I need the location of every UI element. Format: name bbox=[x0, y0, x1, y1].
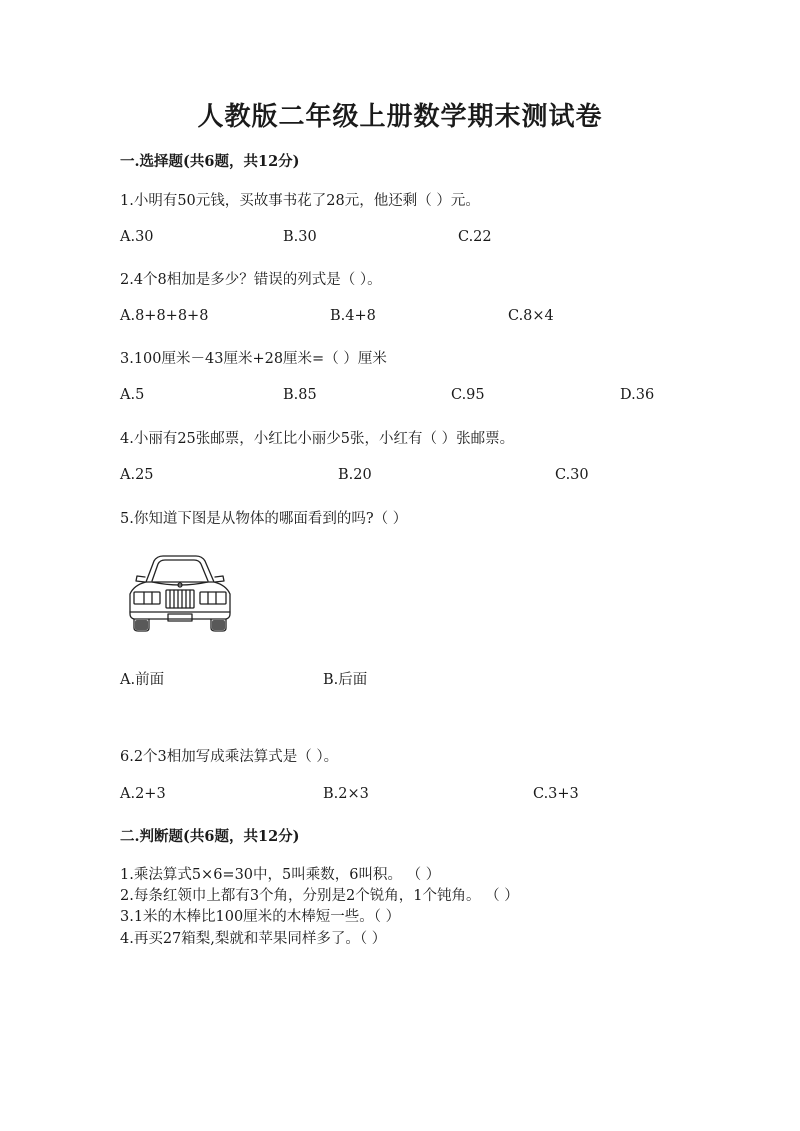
question-3: 3.100厘米－43厘米+28厘米=（ ）厘米 bbox=[120, 351, 387, 367]
question-2: 2.4个8相加是多少？错误的列式是（ ）。 bbox=[120, 272, 382, 288]
q2-option-b: B.4+8 bbox=[330, 308, 376, 324]
q5-option-b: B.后面 bbox=[323, 672, 368, 688]
q2-option-a: A.8+8+8+8 bbox=[120, 308, 209, 324]
q6-option-b: B.2×3 bbox=[323, 786, 369, 802]
question-1: 1.小明有50元钱，买故事书花了28元，他还剩（ ）元。 bbox=[120, 193, 480, 209]
q3-option-b: B.85 bbox=[283, 387, 317, 403]
judgement-item-1: 1.乘法算式5×6=30中，5叫乘数，6叫积。 （ ） bbox=[120, 867, 441, 883]
q3-option-a: A.5 bbox=[120, 387, 145, 403]
q2-option-c: C.8×4 bbox=[508, 308, 554, 324]
q3-option-d: D.36 bbox=[620, 387, 655, 403]
judgement-item-3: 3.1米的木棒比100厘米的木棒短一些。（ ） bbox=[120, 909, 401, 925]
q6-option-a: A.2+3 bbox=[120, 786, 166, 802]
judgement-item-4: 4.再买27箱梨,梨就和苹果同样多了。（ ） bbox=[120, 931, 387, 947]
q6-option-c: C.3+3 bbox=[533, 786, 579, 802]
page-title: 人教版二年级上册数学期末测试卷 bbox=[197, 102, 603, 132]
q4-option-a: A.25 bbox=[120, 467, 154, 483]
judgement-item-2: 2.每条红领巾上都有3个角，分别是2个锐角，1个钝角。 （ ） bbox=[120, 888, 519, 904]
q3-option-c: C.95 bbox=[451, 387, 485, 403]
question-4: 4.小丽有25张邮票，小红比小丽少5张，小红有（ ）张邮票。 bbox=[120, 431, 515, 447]
q1-option-c: C.22 bbox=[458, 229, 492, 245]
q5-option-a: A.前面 bbox=[120, 672, 165, 688]
question-5: 5.你知道下图是从物体的哪面看到的吗?（ ） bbox=[120, 511, 408, 527]
q1-option-a: A.30 bbox=[120, 229, 154, 245]
q4-option-b: B.20 bbox=[338, 467, 372, 483]
q1-option-b: B.30 bbox=[283, 229, 317, 245]
section-heading-choice: 一.选择题(共6题，共12分) bbox=[120, 153, 300, 170]
section-heading-judgement: 二.判断题(共6题，共12分) bbox=[120, 828, 300, 845]
question-6: 6.2个3相加写成乘法算式是（ ）。 bbox=[120, 749, 339, 765]
q4-option-c: C.30 bbox=[555, 467, 589, 483]
car-front-icon bbox=[126, 552, 232, 634]
